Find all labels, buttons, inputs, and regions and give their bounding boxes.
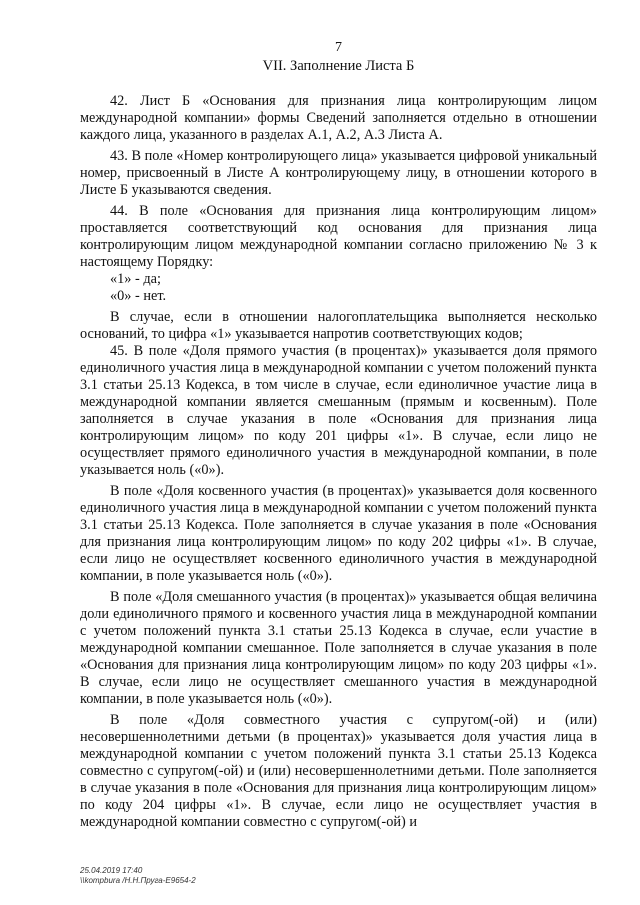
footer-path: \\kompbura /Н.Н.Пруга-Е9654-2 (80, 876, 196, 885)
paragraph-indirect-share: В поле «Доля косвенного участия (в процентах)» указывается доля косвенного единоличного участия лица в международной компании с учетом положений пункта 3.1 статьи 25.13 Кодекса. Поле заполняется в случае указания в поле «Основания для признания лица контролирующим лицом» по коду 202 цифры «1». В случае, если лицо не осуществляет косвенного единоличного участия в международной компании, в поле указывается ноль («0»). (80, 483, 597, 584)
document-page (80, 40, 597, 831)
code-option-yes: «1» - да; (110, 271, 161, 287)
paragraph-42: 42. Лист Б «Основания для признания лица контролирующим лицом международной компании» формы Сведений заполняется отдельно в отношении каждого лица, указанного в разделах А.1, А.2, А.3 Листа А. (80, 93, 597, 143)
paragraph-joint-share: В поле «Доля совместного участия с супругом(-ой) и (или) несовершеннолетними детьми (в процентах)» указывается доля участия лица в международной компании с учетом положений пункта 3.1 статьи 25.13 Кодекса совместно с супругом(-ой) и (или) несовершеннолетними детьми. Поле заполняется в случае указания в поле «Основания для признания лица контролирующим лицом» по коду 204 цифры «1». В случае, если лицо не осуществляет участия в международной компании совместно с супругом(-ой) и (80, 712, 597, 830)
code-option-no: «0» - нет. (110, 288, 167, 304)
section-heading: VII. Заполнение Листа Б (262, 58, 415, 74)
footer-date: 25.04.2019 17:40 (80, 866, 143, 875)
page-number: 7 (335, 40, 342, 55)
document-footer (80, 866, 196, 886)
paragraph-44-note: В случае, если в отношении налогоплательщика выполняется несколько оснований, то цифра «1» указывается напротив соответствующих кодов; (80, 309, 597, 342)
paragraph-44: 44. В поле «Основания для признания лица контролирующим лицом» проставляется соответствующий код основания для признания лица контролирующим лицом международной компании согласно приложению № 3 к настоящему Порядку: (80, 203, 597, 270)
paragraph-43: 43. В поле «Номер контролирующего лица» указывается цифровой уникальный номер, присвоенный в Листе А контролирующему лицу, в отношении которого в Листе Б указываются сведения. (80, 148, 597, 198)
paragraph-45: 45. В поле «Доля прямого участия (в процентах)» указывается доля прямого единоличного участия лица в международной компании с учетом положений пункта 3.1 статьи 25.13 Кодекса, в том числе в случае, если единоличное участие лица в международной компании является смешанным (прямым и косвенным). Поле заполняется в случае указания в поле «Основания для признания лица контролирующим лицом» по коду 201 цифры «1». В случае, если лицо не осуществляет прямого единоличного участия в международной компании, в поле указывается ноль («0»). (80, 343, 597, 478)
paragraph-mixed-share: В поле «Доля смешанного участия (в процентах)» указывается общая величина доли единоличного прямого и косвенного участия лица в международной компании с учетом положений пункта 3.1 статьи 25.13 Кодекса в случае, если участие в международной компании смешанное. Поле заполняется в случае указания в поле «Основания для признания лица контролирующим лицом» по коду 203 цифры «1». В случае, если лицо не осуществляет смешанного участия в международной компании, в поле указывается ноль («0»). (80, 589, 597, 707)
